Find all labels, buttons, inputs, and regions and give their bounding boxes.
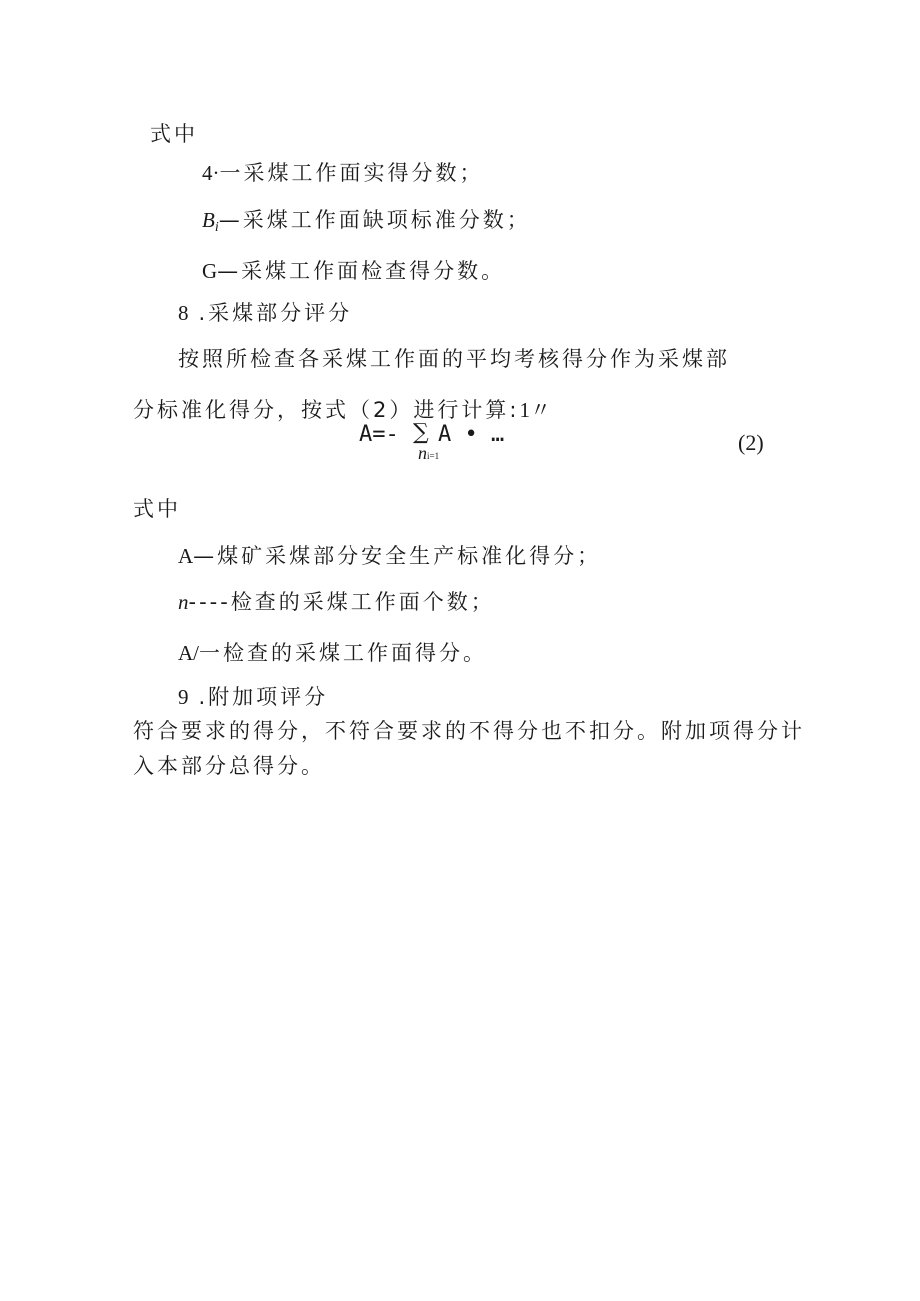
symbol-g: G: [202, 259, 218, 283]
symbol-a: A: [178, 544, 194, 568]
symbol-a-i: A/: [178, 641, 199, 665]
definition-face-score: [178, 643, 487, 664]
definition-text: 一采煤工作面实得分数；: [219, 161, 484, 185]
section-8-paragraph-line-2: 分标准化得分，按式（2）进行计算:1〃: [133, 398, 551, 422]
sigma-limit: ni=1: [418, 443, 440, 463]
symbol-4: 4·: [202, 161, 220, 185]
definition-actual-score: [202, 163, 484, 184]
where-label-1: 式中: [150, 122, 198, 146]
definition-missing-score: [202, 210, 531, 235]
definition-text: ----检查的采煤工作面个数；: [188, 590, 495, 614]
definition-text: —采煤工作面缺项标准分数；: [218, 208, 531, 232]
equation-number: (2): [738, 430, 764, 455]
definition-standard-score: [178, 546, 601, 567]
formula-rhs: A • …: [438, 422, 505, 447]
definition-check-score: [202, 261, 505, 282]
where-label-2: 式中: [133, 497, 181, 521]
section-9-paragraph-line-2: 入本部分总得分。: [133, 754, 325, 778]
section-9-paragraph-line-1: 符合要求的得分，不符合要求的不得分也不扣分。附加项得分计: [133, 719, 805, 743]
definition-text: —煤矿采煤部分安全生产标准化得分；: [193, 544, 602, 568]
definition-text: —采煤工作面检查得分数。: [217, 259, 506, 283]
section-8-heading: 8 .采煤部分评分: [178, 301, 353, 325]
section-9-heading: 9 .附加项评分: [178, 685, 329, 709]
section-8-paragraph-line-1: 按照所检查各采煤工作面的平均考核得分作为采煤部: [178, 347, 730, 371]
symbol-n: n: [178, 590, 189, 614]
formula-lhs: A=-: [359, 422, 399, 447]
sigma-symbol: ∑: [413, 420, 429, 445]
definition-face-count: [178, 592, 495, 613]
symbol-b: $B_i$: [202, 208, 219, 235]
definition-text: 一检查的采煤工作面得分。: [199, 641, 487, 665]
